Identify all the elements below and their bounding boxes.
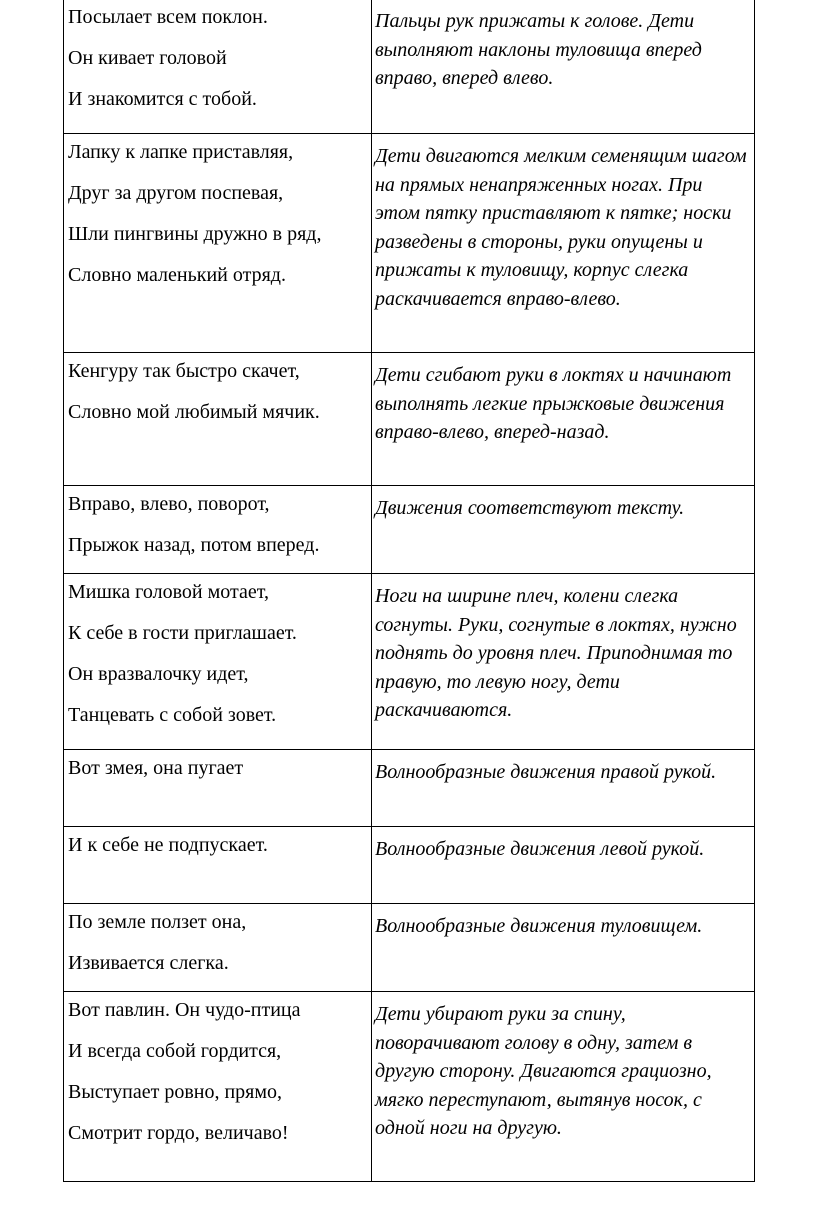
movement-cell: Волнообразные движения правой рукой.: [372, 750, 755, 827]
verse-line: Посылает всем поклон.: [68, 6, 268, 28]
verse-line: Словно маленький отряд.: [68, 264, 286, 286]
verse-line: По земле ползет она,: [68, 911, 247, 933]
movement-cell: Ноги на ширине плеч, колени слегка согнуты. Руки, согнутые в локтях, нужно поднять до уровня плеч. Приподнимая то правую, то левую ногу, дети раскачиваются.: [372, 574, 755, 750]
verse-line: Вот павлин. Он чудо-птица: [68, 999, 301, 1021]
table-row: [64, 992, 755, 1182]
verse-line: Вправо, влево, поворот,: [68, 493, 270, 515]
verse-line: К себе в гости приглашает.: [68, 622, 297, 644]
verse-line: Танцевать с собой зовет.: [68, 704, 277, 726]
verse-cell: [64, 827, 372, 904]
table-row: [64, 827, 755, 904]
table-row: [64, 904, 755, 992]
table-row: [64, 0, 755, 134]
movement-cell: Пальцы рук прижаты к голове. Дети выполняют наклоны туловища вперед вправо, вперед влево.: [372, 0, 755, 134]
verse-line: И знакомится с тобой.: [68, 88, 257, 110]
movement-cell: Дети убирают руки за спину, поворачивают голову в одну, затем в другую сторону. Двигаются грациозно, мягко переступают, вытянув носок, с одной ноги на другую.: [372, 992, 755, 1182]
verse-line: И к себе не подпускает.: [68, 834, 268, 856]
verse-line: Выступает ровно, прямо,: [68, 1081, 283, 1103]
verse-cell: [64, 750, 372, 827]
table-row: [64, 134, 755, 353]
verse-line: Он кивает головой: [68, 47, 227, 69]
verse-line: Смотрит гордо, величаво!: [68, 1122, 289, 1144]
verse-line: Словно мой любимый мячик.: [68, 401, 320, 423]
verse-line: Он вразвалочку идет,: [68, 663, 249, 685]
verse-line: Шли пингвины дружно в ряд,: [68, 223, 322, 245]
verse-line: Лапку к лапке приставляя,: [68, 141, 294, 163]
movement-cell: Дети сгибают руки в локтях и начинают выполнять легкие прыжковые движения вправо-влево, вперед-назад.: [372, 353, 755, 486]
verse-cell: [64, 992, 372, 1182]
verse-cell: [64, 904, 372, 992]
verse-cell: [64, 486, 372, 574]
verse-cell: [64, 134, 372, 353]
verse-cell: [64, 0, 372, 134]
verse-line: Вот змея, она пугает: [68, 757, 244, 779]
verse-line: Прыжок назад, потом вперед.: [68, 534, 320, 556]
table-row: [64, 750, 755, 827]
movement-cell: Дети двигаются мелким семенящим шагом на прямых ненапряженных ногах. При этом пятку приставляют к пятке; носки разведены в стороны, руки опущены и прижаты к туловищу, корпус слегка раскачивается вправо-влево.: [372, 134, 755, 353]
verse-line: И всегда собой гордится,: [68, 1040, 282, 1062]
exercise-table: [63, 0, 755, 1182]
verse-line: Мишка головой мотает,: [68, 581, 269, 603]
table-row: [64, 353, 755, 486]
verse-line: Кенгуру так быстро скачет,: [68, 360, 300, 382]
table-row: [64, 574, 755, 750]
verse-line: Извивается слегка.: [68, 952, 229, 974]
movement-cell: Движения соответствуют тексту.: [372, 486, 755, 574]
verse-line: Друг за другом поспевая,: [68, 182, 284, 204]
verse-cell: [64, 353, 372, 486]
movement-cell: Волнообразные движения туловищем.: [372, 904, 755, 992]
table-row: [64, 486, 755, 574]
movement-cell: Волнообразные движения левой рукой.: [372, 827, 755, 904]
verse-cell: [64, 574, 372, 750]
